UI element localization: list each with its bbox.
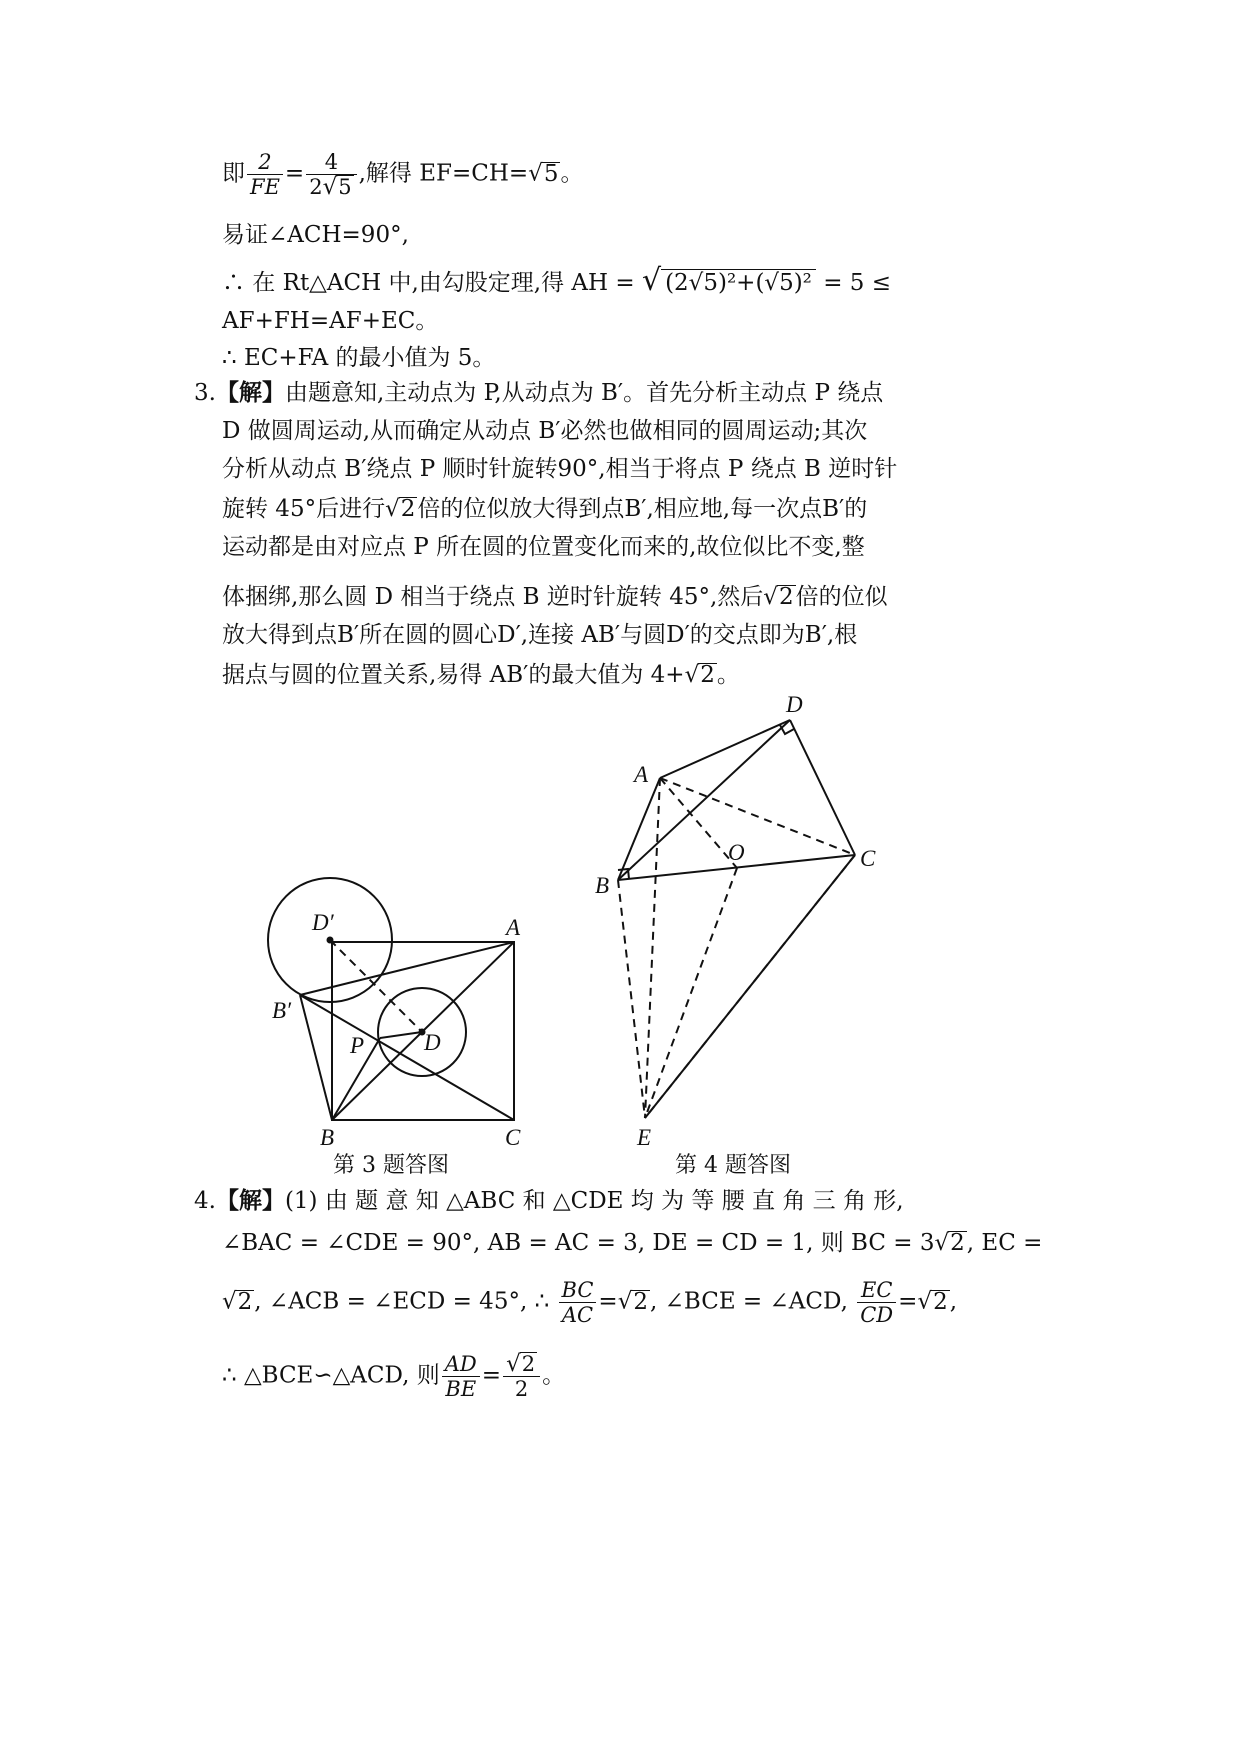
text: =: [598, 1288, 618, 1315]
line-bd: [618, 720, 790, 880]
text: =: [898, 1288, 918, 1315]
label-b: B: [320, 1125, 335, 1150]
line-ad: [660, 720, 790, 778]
p4-line1: [194, 1186, 904, 1216]
text: =: [481, 1362, 502, 1389]
p3-line7: 放大得到点B′所在圆的圆心D′,连接 AB′与圆D′的交点即为B′,根: [222, 622, 858, 648]
label-a: A: [506, 915, 521, 940]
line-ba: [618, 778, 660, 880]
label-d: D: [424, 1030, 441, 1055]
fraction: $\frac{BC}{AC}$: [559, 1278, 597, 1327]
p3-line5: 运动都是由对应点 P 所在圆的位置变化而来的,故位似比不变,整: [222, 534, 865, 560]
text: 倍的位似: [795, 584, 888, 610]
sqrt-value: 2: [950, 1230, 965, 1256]
text: 旋转 45°后进行: [222, 496, 386, 522]
text: 。: [560, 160, 584, 187]
text: 倍的位似放大得到点B′,相应地,每一次点B′的: [417, 496, 868, 522]
text: ,: [949, 1288, 958, 1315]
label-d-prime: D′: [312, 910, 334, 935]
p2-line4: AF+FH=AF+EC。: [222, 308, 439, 334]
sqrt-expression: (2√5)²+(√5)²: [661, 269, 816, 296]
p4-line2: ∠BAC = ∠CDE = 90°, AB = AC = 3, DE = CD = 1, 则 BC = 3√2, EC =: [222, 1230, 1043, 1256]
label-b: B: [595, 873, 610, 898]
text: 。: [542, 1362, 566, 1389]
p3-line4: 旋转 45°后进行√2倍的位似放大得到点B′,相应地,每一次点B′的: [222, 496, 868, 522]
text: , ∠BCE = ∠ACD,: [650, 1288, 848, 1315]
figure-4-labels: [595, 692, 876, 1150]
p3-line8: 据点与圆的位置关系,易得 AB′的最大值为 4+√2。: [222, 662, 740, 688]
label-d: D: [786, 692, 803, 717]
sqrt-value: 2: [700, 662, 715, 688]
sqrt-value: 5: [543, 160, 559, 187]
figure-3: [268, 878, 514, 1120]
dashed-oe: [645, 868, 737, 1118]
text: (1) 由 题 意 知 △ABC 和 △CDE 均 为 等 腰 直 角 三 角 形,: [284, 1188, 904, 1214]
fraction: $\frac{4}{2√5}$: [306, 150, 356, 199]
problem-number: 4.: [194, 1188, 216, 1214]
text: ,解得 EF=CH=: [358, 160, 529, 187]
sqrt-value: 2: [633, 1288, 648, 1315]
text: 由题意知,主动点为 P,从动点为 B′。首先分析主动点 P 绕点: [284, 380, 884, 406]
fraction: $\frac{2}{FE}$: [247, 150, 283, 199]
figure-3-caption: 第 3 题答图: [333, 1153, 449, 1178]
solution-heading: 【解】: [215, 379, 285, 406]
label-c: C: [860, 846, 876, 871]
text: 即: [222, 160, 245, 187]
label-o: O: [728, 840, 745, 865]
dashed-ao: [660, 778, 737, 868]
text: = 5 ≤: [823, 270, 892, 296]
label-c: C: [505, 1125, 521, 1150]
label-e: E: [637, 1125, 652, 1150]
sqrt-value: 2: [237, 1288, 253, 1315]
line-bb-prime: [300, 995, 332, 1120]
text: 。: [716, 662, 740, 688]
sqrt-value: 2: [400, 496, 416, 522]
label-p: P: [350, 1033, 365, 1058]
p3-line6: 体捆绑,那么圆 D 相当于绕点 B 逆时针旋转 45°,然后√2倍的位似: [222, 584, 888, 610]
dashed-ac: [660, 778, 855, 855]
text: ∴ 在 Rt△ACH 中,由勾股定理,得 AH =: [222, 270, 635, 296]
figure-4: [618, 720, 855, 1118]
p2-line2: 易证∠ACH=90°,: [222, 222, 409, 248]
text: =: [284, 160, 305, 187]
text: ∴ △BCE∽△ACD, 则: [222, 1362, 440, 1389]
sqrt-value: 2: [778, 584, 794, 610]
p3-line2: D 做圆周运动,从而确定从动点 B′必然也做相同的圆周运动;其次: [222, 418, 868, 444]
text: 体捆绑,那么圆 D 相当于绕点 B 逆时针旋转 45°,然后: [222, 584, 764, 610]
p2-line1: 即 $\frac{2}{FE}$ = $\frac{4}{2√5}$ ,解得 EF=CH=√5。: [222, 150, 584, 200]
p2-line5: ∴ EC+FA 的最小值为 5。: [222, 345, 496, 371]
solution-heading: 【解】: [215, 1187, 285, 1214]
text: ∠BAC = ∠CDE = 90°, AB = AC = 3, DE = CD = 1, 则 BC = 3: [222, 1230, 935, 1256]
fraction: $\frac{EC}{CD}$: [857, 1278, 896, 1327]
text: , EC =: [966, 1230, 1043, 1256]
p4-line3: √2, ∠ACB = ∠ECD = 45°, ∴ $\frac{BC}{AC}$ =√2, ∠BCE = ∠ACD, $\frac{EC}{CD}$ =√2,: [222, 1278, 958, 1327]
point-d-prime: [328, 938, 333, 943]
sqrt-value: 2: [933, 1288, 948, 1315]
fraction: $\frac{AD}{BE}$: [442, 1352, 480, 1401]
dashed-d-prime-d: [330, 940, 422, 1032]
label-b-prime: B′: [272, 998, 292, 1023]
figure-4-caption: 第 4 题答图: [675, 1153, 791, 1178]
dashed-ae: [645, 778, 660, 1118]
text: , ∠ACB = ∠ECD = 45°, ∴: [254, 1288, 550, 1315]
p2-line3: ∴ 在 Rt△ACH 中,由勾股定理,得 AH = √ (2√5)²+(√5)² = 5 ≤: [222, 263, 892, 298]
p3-line3: 分析从动点 B′绕点 P 顺时针旋转90°,相当于将点 P 绕点 B 逆时针: [222, 456, 898, 482]
fraction: $\frac{√2}{2}$: [503, 1352, 540, 1401]
dashed-be: [618, 880, 645, 1118]
line-dc: [790, 720, 855, 855]
text: 据点与圆的位置关系,易得 AB′的最大值为 4+: [222, 662, 685, 688]
label-a: A: [634, 762, 649, 787]
p4-line4: [222, 1352, 565, 1401]
problem-number: 3.: [194, 380, 216, 406]
